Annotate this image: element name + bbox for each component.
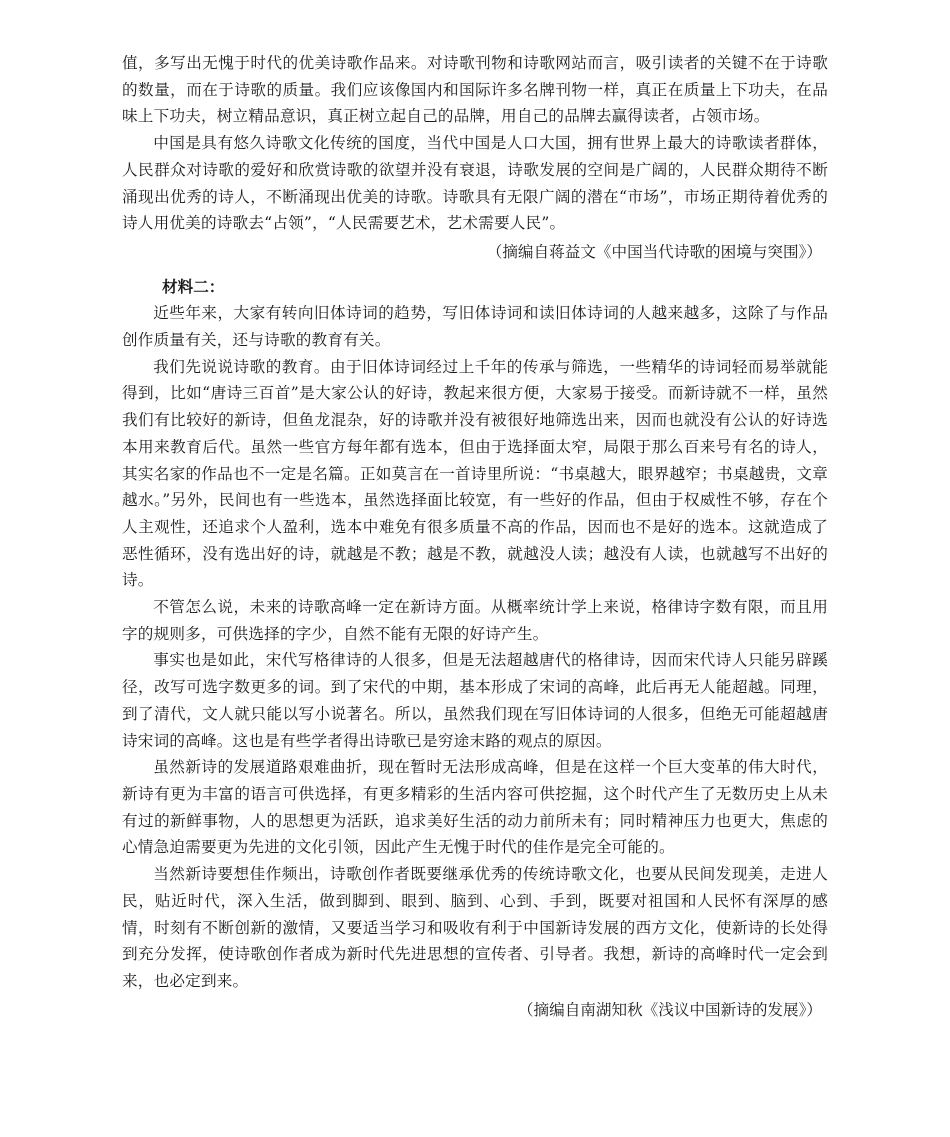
paragraph-continuation: 值，多写出无愧于时代的优美诗歌作品来。对诗歌刊物和诗歌网站而言，吸引读者的关键不在于诗歌的数量，而在于诗歌的质量。我们应该像国内和国际许多名牌刊物一样，真正在质量上下功夫，在品味上下功夫，树立精品意识，真正树立起自己的品牌，用自己的品牌去赢得读者，占领市场。 (122, 54, 828, 126)
paragraph: 近些年来，大家有转向旧体诗词的趋势，写旧体诗词和读旧体诗词的人越来越多，这除了与作品创作质量有关，还与诗歌的教育有关。 (122, 304, 828, 350)
paragraph: 不管怎么说，未来的诗歌高峰一定在新诗方面。从概率统计学上来说，格律诗字数有限，而且用字的规则多，可供选择的字少，自然不能有无限的好诗产生。 (122, 598, 828, 643)
paragraph: 事实也是如此，宋代写格律诗的人很多，但是无法超越唐代的格律诗，因而宋代诗人只能另辟蹊径，改写可选字数更多的词。到了宋代的中期，基本形成了宋词的高峰，此后再无人能超越。同理，到了清代，文人就只能以写小说著名。所以，虽然我们现在写旧体诗词的人很多，但绝无可能超越唐诗宋词的高峰。这也是有些学者得出诗歌已是穷途末路的观点的原因。 (122, 651, 828, 750)
paragraph: 虽然新诗的发展道路艰难曲折，现在暂时无法形成高峰，但是在这样一个巨大变革的伟大时代，新诗有更为丰富的语言可供选择，有更多精彩的生活内容可供挖掘，这个时代产生了无数历史上从未有过的新鲜事物，人的思想更为活跃，追求美好生活的动力前所未有；同时精神压力也更大，焦虑的心情急迫需要更为先进的文化引领，因此产生无愧于时代的佳作是完全可能的。 (122, 758, 828, 857)
document-page (122, 50, 828, 1023)
section-heading: 材料二： (162, 276, 225, 296)
paragraph: 当然新诗要想佳作频出，诗歌创作者既要继承优秀的传统诗歌文化，也要从民间发现美，走进人民，贴近时代，深入生活，做到脚到、眼到、脑到、心到、手到，既要对祖国和人民怀有深厚的感情，时刻有不断创新的激情，又要适当学习和吸收有利于中国新诗发展的西方文化，使新诗的长处得到充分发挥，使诗歌创作者成为新时代先进思想的宣传者、引导者。我想，新诗的高峰时代一定会到来，也必定到来。 (122, 865, 828, 990)
paragraph: 我们先说说诗歌的教育。由于旧体诗词经过上千年的传承与筛选，一些精华的诗词轻而易举就能得到，比如“唐诗三百首”是大家公认的好诗，教起来很方便，大家易于接受。而新诗就不一样，虽然我们有比较好的新诗，但鱼龙混杂，好的诗歌并没有被很好地筛选出来，因而也就没有公认的好诗选本用来教育后代。虽然一些官方每年都有选本，但由于选择面太窄，局限于那么百来号有名的诗人，其实名家的作品也不一定是名篇。正如莫言在一首诗里所说：“书桌越大，眼界越窄；书桌越贵，文章越水。”另外，民间也有一些选本，虽然选择面比较宽，有一些好的作品，但由于权威性不够，存在个人主观性，还追求个人盈利，选本中难免有很多质量不高的作品，因而也不是好的选本。这就造成了恶性循环，没有选出好的诗，就越是不教；越是不教，就越没人读；越没有人读，也就越写不出好的诗。 (122, 357, 828, 590)
source-citation: （摘编自南湖知秋《浅议中国新诗的发展》） (517, 1000, 822, 1019)
source-citation: （摘编自蒋益文《中国当代诗歌的困境与突围》） (486, 242, 822, 261)
paragraph: 中国是具有悠久诗歌文化传统的国度，当代中国是人口大国，拥有世界上最大的诗歌读者群体，人民群众对诗歌的爱好和欣赏诗歌的欲望并没有衰退，诗歌发展的空间是广阔的，人民群众期待不断涌现出优秀的诗人，不断涌现出优美的诗歌。诗歌具有无限广阔的潜在“市场”，市场正期待着优秀的诗人用优美的诗歌去“占领”，“人民需要艺术，艺术需要人民”。 (122, 134, 828, 233)
